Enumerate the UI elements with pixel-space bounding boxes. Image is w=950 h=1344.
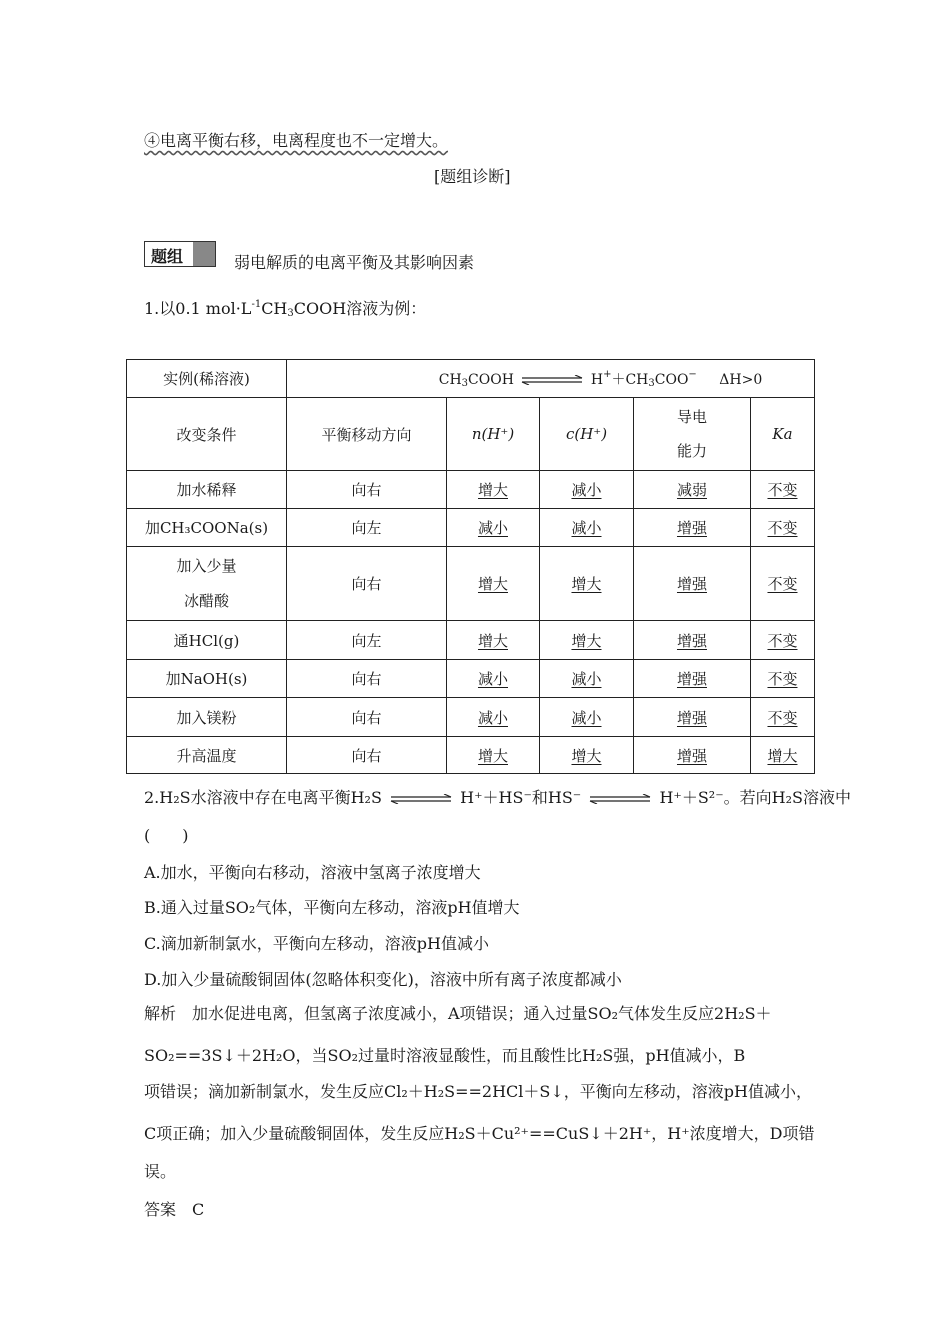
col-c-h: c(H⁺) xyxy=(540,398,634,471)
group-tag: 题组 xyxy=(144,241,216,267)
equation-cell xyxy=(287,360,815,398)
equilibrium-arrows-icon xyxy=(588,794,652,804)
table-row: 通HCl(g) 向左 增大 增大 增强 不变 xyxy=(127,621,815,660)
col-conductivity: 导电 能力 xyxy=(634,398,751,471)
question-2-stem: 2.H₂S水溶液中存在电离平衡H₂S H⁺＋HS⁻和HS⁻ H⁺＋S²⁻。若向H₂S溶液中 xyxy=(144,788,851,807)
group-title: 弱电解质的电离平衡及其影响因素 xyxy=(234,253,475,272)
option-b: B.通入过量SO₂气体，平衡向左移动，溶液pH值增大 xyxy=(144,898,520,917)
analysis-line: C项正确；加入少量硫酸铜固体，发生反应H₂S＋Cu²⁺==CuS↓＋2H⁺，H⁺浓度增大，D项错 xyxy=(144,1124,815,1143)
table-row: 升高温度 向右 增大 增大 增强 增大 xyxy=(127,737,815,774)
table-row: 加入镁粉 向右 减小 减小 增强 不变 xyxy=(127,698,815,737)
answer: 答案 C xyxy=(144,1200,205,1219)
analysis-line: SO₂==3S↓＋2H₂O，当SO₂过量时溶液显酸性，而且酸性比H₂S强，pH值减小，B xyxy=(144,1046,746,1065)
equilibrium-arrows-icon xyxy=(520,375,584,385)
col-condition: 改变条件 xyxy=(127,398,287,471)
table-row: 加CH₃COONa(s) 向左 减小 减小 增强 不变 xyxy=(127,509,815,547)
table-row: 加水稀释 向右 增大 减小 减弱 不变 xyxy=(127,471,815,509)
ionization-equation: $CH_3COOH$ $H^++CH_3COO^-$ ΔH>0 xyxy=(438,368,763,389)
section-heading: [题组诊断] xyxy=(434,167,511,186)
answer-blank: ( ) xyxy=(144,826,189,845)
col-ka: Ka xyxy=(751,398,815,471)
equilibrium-table xyxy=(126,359,815,774)
option-c: C.滴加新制氯水，平衡向左移动，溶液pH值减小 xyxy=(144,934,489,953)
table-row: 加NaOH(s) 向右 减小 减小 增强 不变 xyxy=(127,660,815,698)
example-label: 实例(稀溶液) xyxy=(127,360,287,398)
option-d: D.加入少量硫酸铜固体(忽略体积变化)，溶液中所有离子浓度都减小 xyxy=(144,970,622,989)
intro-point: ④电离平衡右移，电离程度也不一定增大。 xyxy=(144,131,449,150)
analysis-line: 解析 加水促进电离，但氢离子浓度减小，A项错误；通入过量SO₂气体发生反应2H₂S＋ xyxy=(144,1004,772,1023)
analysis-line: 项错误；滴加新制氯水，发生反应Cl₂＋H₂S==2HCl＋S↓，平衡向左移动，溶液pH值减小， xyxy=(144,1082,812,1101)
col-direction: 平衡移动方向 xyxy=(287,398,447,471)
table-row: 加入少量 冰醋酸 向右 增大 增大 增强 不变 xyxy=(127,547,815,621)
option-a: A.加水，平衡向右移动，溶液中氢离子浓度增大 xyxy=(144,863,481,882)
col-n-h: n(H⁺) xyxy=(447,398,540,471)
equilibrium-arrows-icon xyxy=(389,794,453,804)
question-1: 1.以0.1 $mol\cdot L^{-1}CH_3COOH$溶液为例： xyxy=(144,299,427,319)
analysis-line: 误。 xyxy=(144,1162,177,1181)
